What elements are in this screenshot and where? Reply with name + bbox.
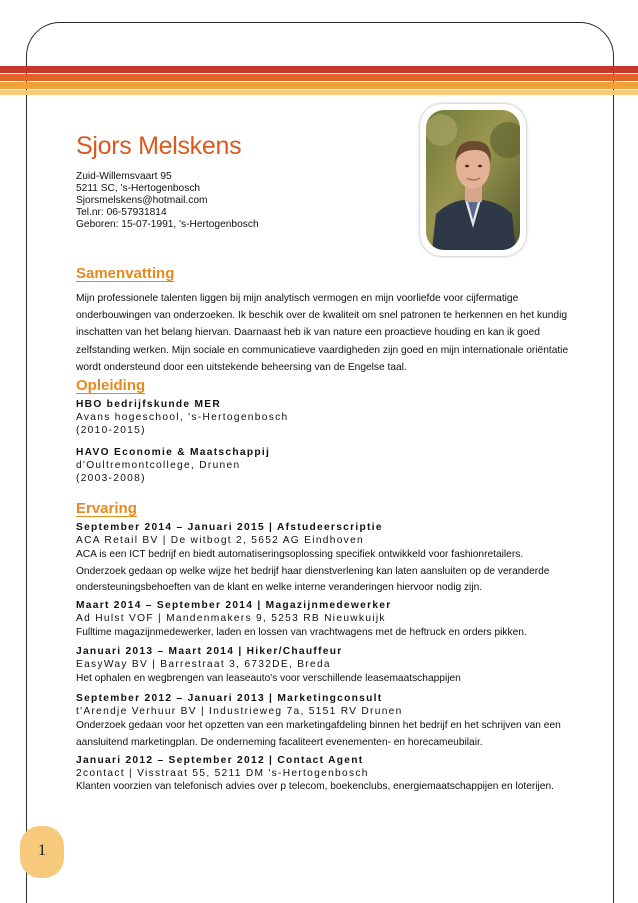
experience-item — [76, 754, 572, 793]
education-school: Avans hogeschool, 's-Hertogenbosch — [76, 412, 289, 423]
summary-title: Samenvatting — [76, 265, 175, 282]
experience-description: Fulltime magazijnmedewerker, laden en lossen van vrachtwagens met de heftruck en orders pikken. — [76, 627, 527, 638]
contact-phone: Tel.nr: 06-57931814 — [76, 207, 167, 218]
summary-text: Mijn professionele talenten liggen bij mijn analytisch vermogen en mijn voorliefde voor cijfermatige onderbouwingen van onderzoeken. Ik beschik over de kwaliteit om snel patronen te herkennen en het kundig inschatten van het belang hiervan. Daarnaast heb ik van nature een proactieve houding en kan ik goed zelfstanding werken. Mijn sociale en communicatieve vaardigheden zijn goed en mijn internationale oriëntatie wordt ondersteund door een uitstekende beheersing van de Engelse taal. — [76, 293, 569, 373]
experience-heading: September 2012 – Januari 2013 | Marketingconsult — [76, 693, 383, 704]
page-number-tab — [20, 826, 64, 878]
header-stripe-red — [0, 66, 638, 73]
header-stripe-amber — [0, 82, 638, 89]
experience-heading: September 2014 – Januari 2015 | Afstudeerscriptie — [76, 522, 383, 533]
education-period: (2010-2015) — [76, 425, 146, 436]
education-school: d'Oultremontcollege, Drunen — [76, 460, 241, 471]
education-item — [76, 398, 572, 437]
experience-item — [76, 692, 572, 751]
profile-photo — [426, 110, 520, 250]
profile-photo-frame — [420, 104, 526, 256]
experience-heading: Januari 2012 – September 2012 | Contact Agent — [76, 755, 364, 766]
experience-company: 2contact | Visstraat 55, 5211 DM 's-Hertogenbosch — [76, 768, 369, 779]
experience-description: Onderzoek gedaan voor het opzetten van een marketingafdeling binnen het bedrijf en het schrijven van een aansluitend marketingplan. De onderneming facaliteert evenementen- en horecameubilair. — [76, 720, 561, 748]
header-stripe-light — [0, 90, 638, 95]
experience-item — [76, 521, 572, 597]
experience-item — [76, 645, 572, 688]
experience-heading: Januari 2013 – Maart 2014 | Hiker/Chauffeur — [76, 646, 343, 657]
experience-description: ACA is een ICT bedrijf en biedt automatiseringsoplossing specifiek ontwikkeld voor fashionretailers. Onderzoek gedaan op welke wijze het bedrijf haar dienstverlening kan laten aansluiten op de veranderde ondersteuningsbehoeften van de klant en welke interne veranderingen hiervoor nodig zijn. — [76, 549, 550, 593]
person-name: Sjors Melskens — [76, 132, 242, 160]
experience-company: ACA Retail BV | De witbogt 2, 5652 AG Eindhoven — [76, 535, 365, 546]
contact-city: 5211 SC, 's-Hertogenbosch — [76, 183, 201, 194]
experience-description: Klanten voorzien van telefonisch advies over p telecom, boekenclubs, energiemaatschappijen en loterijen. — [76, 781, 554, 792]
page-number: 1 — [38, 842, 46, 859]
experience-heading: Maart 2014 – September 2014 | Magazijnmedewerker — [76, 600, 392, 611]
experience-item — [76, 599, 572, 642]
education-degree: HBO bedrijfskunde MER — [76, 399, 222, 410]
contact-birth: Geboren: 15-07-1991, 's-Hertogenbosch — [76, 219, 259, 230]
experience-company: EasyWay BV | Barrestraat 3, 6732DE, Breda — [76, 659, 331, 670]
contact-address: Zuid-Willemsvaart 95 — [76, 171, 172, 182]
experience-company: Ad Hulst VOF | Mandenmakers 9, 5253 RB Nieuwkuijk — [76, 613, 386, 624]
contact-block — [76, 171, 259, 231]
header-stripe-orange — [0, 74, 638, 81]
education-period: (2003-2008) — [76, 473, 146, 484]
experience-title: Ervaring — [76, 500, 137, 517]
education-title: Opleiding — [76, 377, 146, 394]
contact-email: Sjorsmelskens@hotmail.com — [76, 195, 208, 206]
education-item — [76, 446, 572, 485]
experience-company: t'Arendje Verhuur BV | Industrieweg 7a, 5151 RV Drunen — [76, 706, 403, 717]
education-degree: HAVO Economie & Maatschappij — [76, 447, 271, 458]
experience-description: Het ophalen en wegbrengen van leaseauto's voor verschillende leasemaatschappijen — [76, 673, 461, 684]
